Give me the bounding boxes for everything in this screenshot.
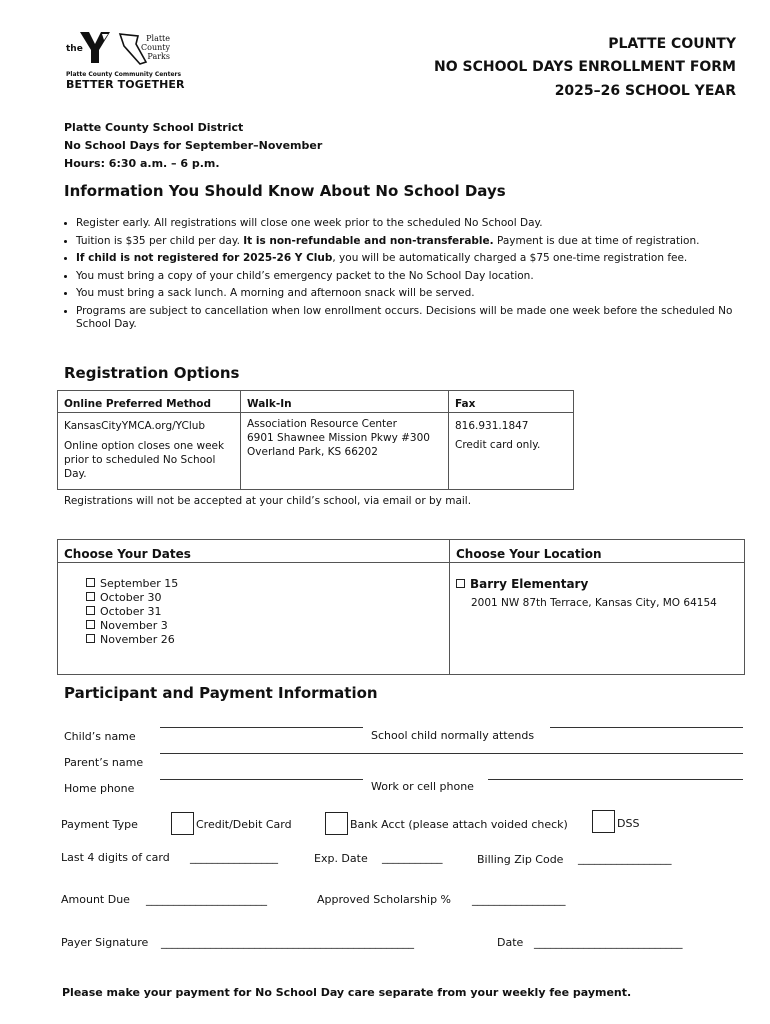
work-phone-field[interactable] (488, 779, 743, 780)
fax-cell (449, 413, 574, 490)
online-cell (58, 413, 241, 490)
location-address: 2001 NW 87th Terrace, Kansas City, MO 64154 (471, 597, 717, 609)
location-heading: Choose Your Location (456, 547, 602, 561)
date-field[interactable]: ___________________________ (534, 936, 683, 949)
ymca-logo-icon (80, 30, 110, 64)
date-option-nov3[interactable]: November 3 (86, 619, 178, 633)
last4-label: Last 4 digits of card (61, 851, 170, 864)
dates-heading: Choose Your Dates (64, 547, 191, 561)
fax-number: 816.931.1847 (455, 420, 529, 432)
info-heading: Information You Should Know About No School Days (64, 182, 506, 200)
registration-heading: Registration Options (64, 364, 240, 382)
dss-label: DSS (617, 817, 640, 830)
logo-the: the (66, 44, 83, 54)
amount-due-field[interactable]: ______________________ (146, 893, 267, 906)
online-url[interactable]: KansasCityYMCA.org/YClub (64, 420, 206, 432)
registration-table (57, 390, 574, 490)
exp-date-label: Exp. Date (314, 852, 368, 865)
child-name-label: Child’s name (64, 730, 136, 743)
county-parks-logo (118, 32, 172, 66)
school-attends-label: School child normally attends (371, 729, 535, 742)
footer-note: Please make your payment for No School Day care separate from your weekly fee payment. (62, 986, 632, 999)
credit-card-label: Credit/Debit Card (196, 818, 292, 831)
school-attends-field[interactable] (550, 727, 743, 728)
work-phone-label: Work or cell phone (371, 780, 474, 793)
payment-type-label: Payment Type (61, 818, 138, 831)
child-name-field[interactable] (160, 727, 363, 728)
exp-date-field[interactable]: ___________ (382, 851, 443, 864)
col-online-head: Online Preferred Method (58, 391, 241, 413)
checkbox-icon[interactable] (86, 592, 95, 601)
bank-acct-checkbox[interactable] (325, 812, 348, 835)
parent-name-field[interactable] (160, 753, 743, 754)
date-label: Date (497, 936, 524, 949)
checkbox-icon[interactable] (86, 606, 95, 615)
payer-signature-label: Payer Signature (61, 936, 149, 949)
checkbox-icon[interactable] (86, 578, 95, 587)
amount-due-label: Amount Due (61, 893, 130, 906)
home-phone-label: Home phone (64, 782, 135, 795)
bank-acct-label: Bank Acct (please attach voided check) (350, 818, 568, 831)
list-item: • Register early. All registrations will close one week prior to the scheduled No School Day. (76, 215, 756, 233)
home-phone-field[interactable] (160, 779, 363, 780)
date-option-oct31[interactable]: October 31 (86, 605, 178, 619)
district-name: Platte County School District (64, 121, 244, 134)
list-item: • Tuition is $35 per child per day. It is non-refundable and non-transferable. Payment is due at time of registration. (76, 233, 756, 251)
online-note: Online option closes one week prior to scheduled No School Day. (64, 440, 225, 480)
district-days: No School Days for September–November (64, 139, 323, 152)
registration-note: Registrations will not be accepted at your child’s school, via email or by mail. (64, 495, 472, 507)
logo-subtitle: Platte County Community Centers (66, 71, 182, 78)
participant-heading: Participant and Payment Information (64, 684, 378, 702)
checkbox-icon[interactable] (86, 634, 95, 643)
last4-field[interactable]: ________________ (190, 851, 278, 864)
payer-signature-field[interactable]: ______________________________________________ (161, 936, 414, 949)
fax-note: Credit card only. (455, 439, 541, 451)
list-item: • Programs are subject to cancellation when low enrollment occurs. Decisions will be made one week before the scheduled No School Day. (76, 305, 756, 331)
header-title-line3: 2025–26 SCHOOL YEAR (554, 83, 736, 99)
district-hours: Hours: 6:30 a.m. – 6 p.m. (64, 157, 220, 170)
date-option-sep15[interactable]: September 15 (86, 577, 178, 591)
checkbox-icon[interactable] (86, 620, 95, 629)
date-option-nov26[interactable]: November 26 (86, 633, 178, 647)
info-list (64, 215, 756, 331)
scholarship-label: Approved Scholarship % (317, 893, 451, 906)
dates-location-box (57, 539, 745, 675)
list-item: • You must bring a sack lunch. A morning and afternoon snack will be served. (76, 285, 756, 303)
header-title-line2: NO SCHOOL DAYS ENROLLMENT FORM (434, 59, 736, 75)
checkbox-icon[interactable] (456, 579, 465, 588)
parks-text: Platte County Parks (141, 34, 170, 61)
dss-checkbox[interactable] (592, 810, 615, 833)
dates-list (86, 577, 178, 647)
billing-zip-field[interactable]: _________________ (578, 852, 672, 865)
walkin-cell: Association Resource Center 6901 Shawnee Mission Pkwy #300 Overland Park, KS 66202 (241, 413, 449, 490)
scholarship-field[interactable]: _________________ (472, 893, 566, 906)
header-title-line1: PLATTE COUNTY (608, 36, 736, 52)
list-item: • You must bring a copy of your child’s emergency packet to the No School Day location. (76, 268, 756, 286)
billing-zip-label: Billing Zip Code (477, 853, 564, 866)
credit-card-checkbox[interactable] (171, 812, 194, 835)
col-walkin-head: Walk-In (241, 391, 449, 413)
parent-name-label: Parent’s name (64, 756, 144, 769)
date-option-oct30[interactable]: October 30 (86, 591, 178, 605)
location-option-barry[interactable]: Barry Elementary (456, 577, 588, 591)
logo-tagline: BETTER TOGETHER (66, 78, 185, 91)
col-fax-head: Fax (449, 391, 574, 413)
list-item: • If child is not registered for 2025-26 Y Club, you will be automatically charged a $75 one-time registration fee. (76, 250, 756, 268)
